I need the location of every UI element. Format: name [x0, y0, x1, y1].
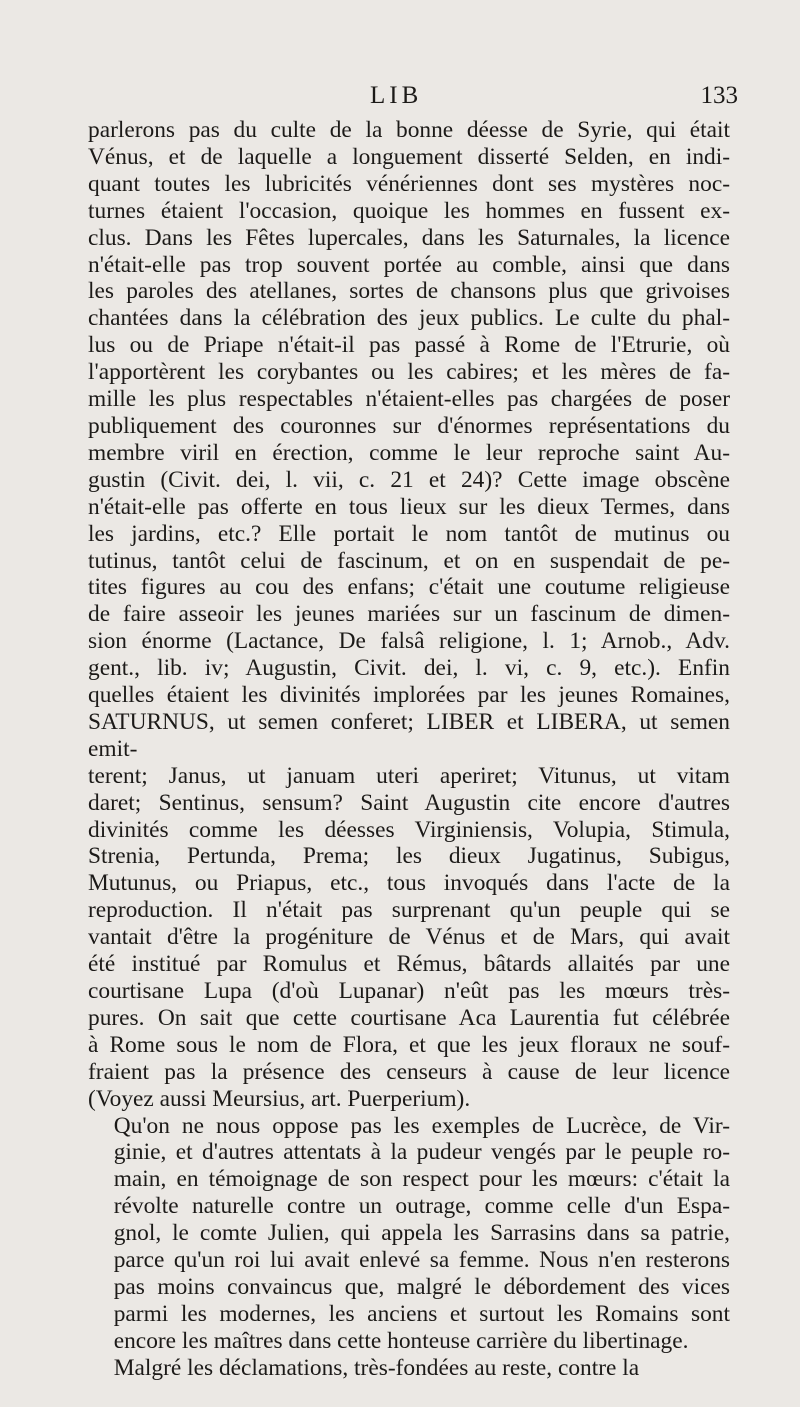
text-line: main, en témoignage de son respect pour les mœurs: c'était la	[113, 1166, 730, 1193]
text-line: Strenia, Pertunda, Prema; les dieux Jugatinus, Subigus,	[88, 843, 730, 870]
running-title: LIB	[370, 82, 423, 109]
text-line: parce qu'un roi lui avait enlevé sa femme. Nous n'en resterons	[113, 1247, 730, 1274]
text-line: pures. On sait que cette courtisane Aca Laurentia fut célébrée	[88, 1004, 730, 1031]
text-line: été institué par Romulus et Rémus, bâtards allaités par une	[88, 951, 730, 978]
text-line: gent., lib. iv; Augustin, Civit. dei, l. vi, c. 9, etc.). Enfin	[88, 655, 730, 682]
text-line: tutinus, tantôt celui de fascinum, et on en suspendait de pe-	[88, 547, 730, 574]
text-line: parmi les modernes, les anciens et surtout les Romains sont	[113, 1300, 730, 1327]
text-line: Vénus, et de laquelle a longuement disserté Selden, en indi-	[88, 143, 730, 170]
running-head	[88, 82, 738, 116]
text-line: les jardins, etc.? Elle portait le nom tantôt de mutinus ou	[88, 520, 730, 547]
text-line: chantées dans la célébration des jeux publics. Le culte du phal-	[88, 305, 730, 332]
text-line: fraient pas la présence des censeurs à cause de leur licence	[88, 1058, 730, 1085]
text-line: SATURNUS, ut semen conferet; LIBER et LIBERA, ut semen emit-	[88, 708, 730, 762]
text-line: n'était-elle pas offerte en tous lieux sur les dieux Termes, dans	[88, 493, 730, 520]
text-line: tites figures au cou des enfans; c'était une coutume religieuse	[88, 574, 730, 601]
text-line: Qu'on ne nous oppose pas les exemples de Lucrèce, de Vir-	[113, 1112, 730, 1139]
text-line: lus ou de Priape n'était-il pas passé à Rome de l'Etrurie, où	[88, 332, 730, 359]
text-line: quant toutes les lubricités vénériennes dont ses mystères noc-	[88, 170, 730, 197]
text-line: à Rome sous le nom de Flora, et que les jeux floraux ne souf-	[88, 1031, 730, 1058]
text-line: de faire asseoir les jeunes mariées sur un fascinum de dimen-	[88, 601, 730, 628]
text-line: les paroles des atellanes, sortes de chansons plus que grivoises	[88, 278, 730, 305]
page-number: 133	[700, 82, 738, 109]
text-line: encore les maîtres dans cette honteuse carrière du libertinage.	[113, 1327, 689, 1354]
text-line: daret; Sentinus, sensum? Saint Augustin cite encore d'autres	[88, 789, 730, 816]
text-line: pas moins convaincus que, malgré le débordement des vices	[113, 1273, 730, 1300]
text-line: publiquement des couronnes sur d'énormes représentations du	[88, 412, 730, 439]
text-line: ginie, et d'autres attentats à la pudeur vengés par le peuple ro-	[113, 1139, 730, 1166]
text-line: n'était-elle pas trop souvent portée au comble, ainsi que dans	[88, 251, 730, 278]
text-line: mille les plus respectables n'étaient-elles pas chargées de poser	[88, 386, 730, 413]
text-line: parlerons pas du culte de la bonne déesse de Syrie, qui était	[88, 117, 730, 143]
text-line: gnol, le comte Julien, qui appela les Sarrasins dans sa patrie,	[113, 1220, 730, 1247]
text-line: sion énorme (Lactance, De falsâ religione, l. 1; Arnob., Adv.	[88, 628, 730, 655]
text-line: terent; Janus, ut januam uteri aperiret; Vitunus, ut vitam	[88, 762, 730, 789]
paragraph-1	[88, 117, 730, 1113]
text-line: clus. Dans les Fêtes lupercales, dans les Saturnales, la licence	[88, 224, 730, 251]
text-line: divinités comme les déesses Virginiensis, Volupia, Stimula,	[88, 816, 730, 843]
text-line: gustin (Civit. dei, l. vii, c. 21 et 24)? Cette image obscène	[88, 466, 730, 493]
text-line: reproduction. Il n'était pas surprenant qu'un peuple qui se	[88, 897, 730, 924]
text-line: l'apportèrent les corybantes ou les cabires; et les mères de fa-	[88, 359, 730, 386]
text-line: Malgré les déclamations, très-fondées au reste, contre la	[113, 1354, 640, 1381]
text-body	[88, 117, 730, 1382]
text-line: Mutunus, ou Priapus, etc., tous invoqués dans l'acte de la	[88, 870, 730, 897]
text-line: révolte naturelle contre un outrage, comme celle d'un Espa-	[113, 1193, 730, 1220]
text-line: courtisane Lupa (d'où Lupanar) n'eût pas les mœurs très-	[88, 978, 730, 1004]
text-line: (Voyez aussi Meursius, art. Puerperium).	[88, 1085, 471, 1112]
text-line: vantait d'être la progéniture de Vénus et de Mars, qui avait	[88, 924, 730, 951]
paragraph-2	[88, 1113, 730, 1355]
text-line: quelles étaient les divinités implorées par les jeunes Romaines,	[88, 682, 730, 709]
paragraph-3	[88, 1355, 730, 1382]
text-line: membre viril en érection, comme le leur reproche saint Au-	[88, 439, 730, 466]
text-line: turnes étaient l'occasion, quoique les hommes en fussent ex-	[88, 197, 730, 224]
